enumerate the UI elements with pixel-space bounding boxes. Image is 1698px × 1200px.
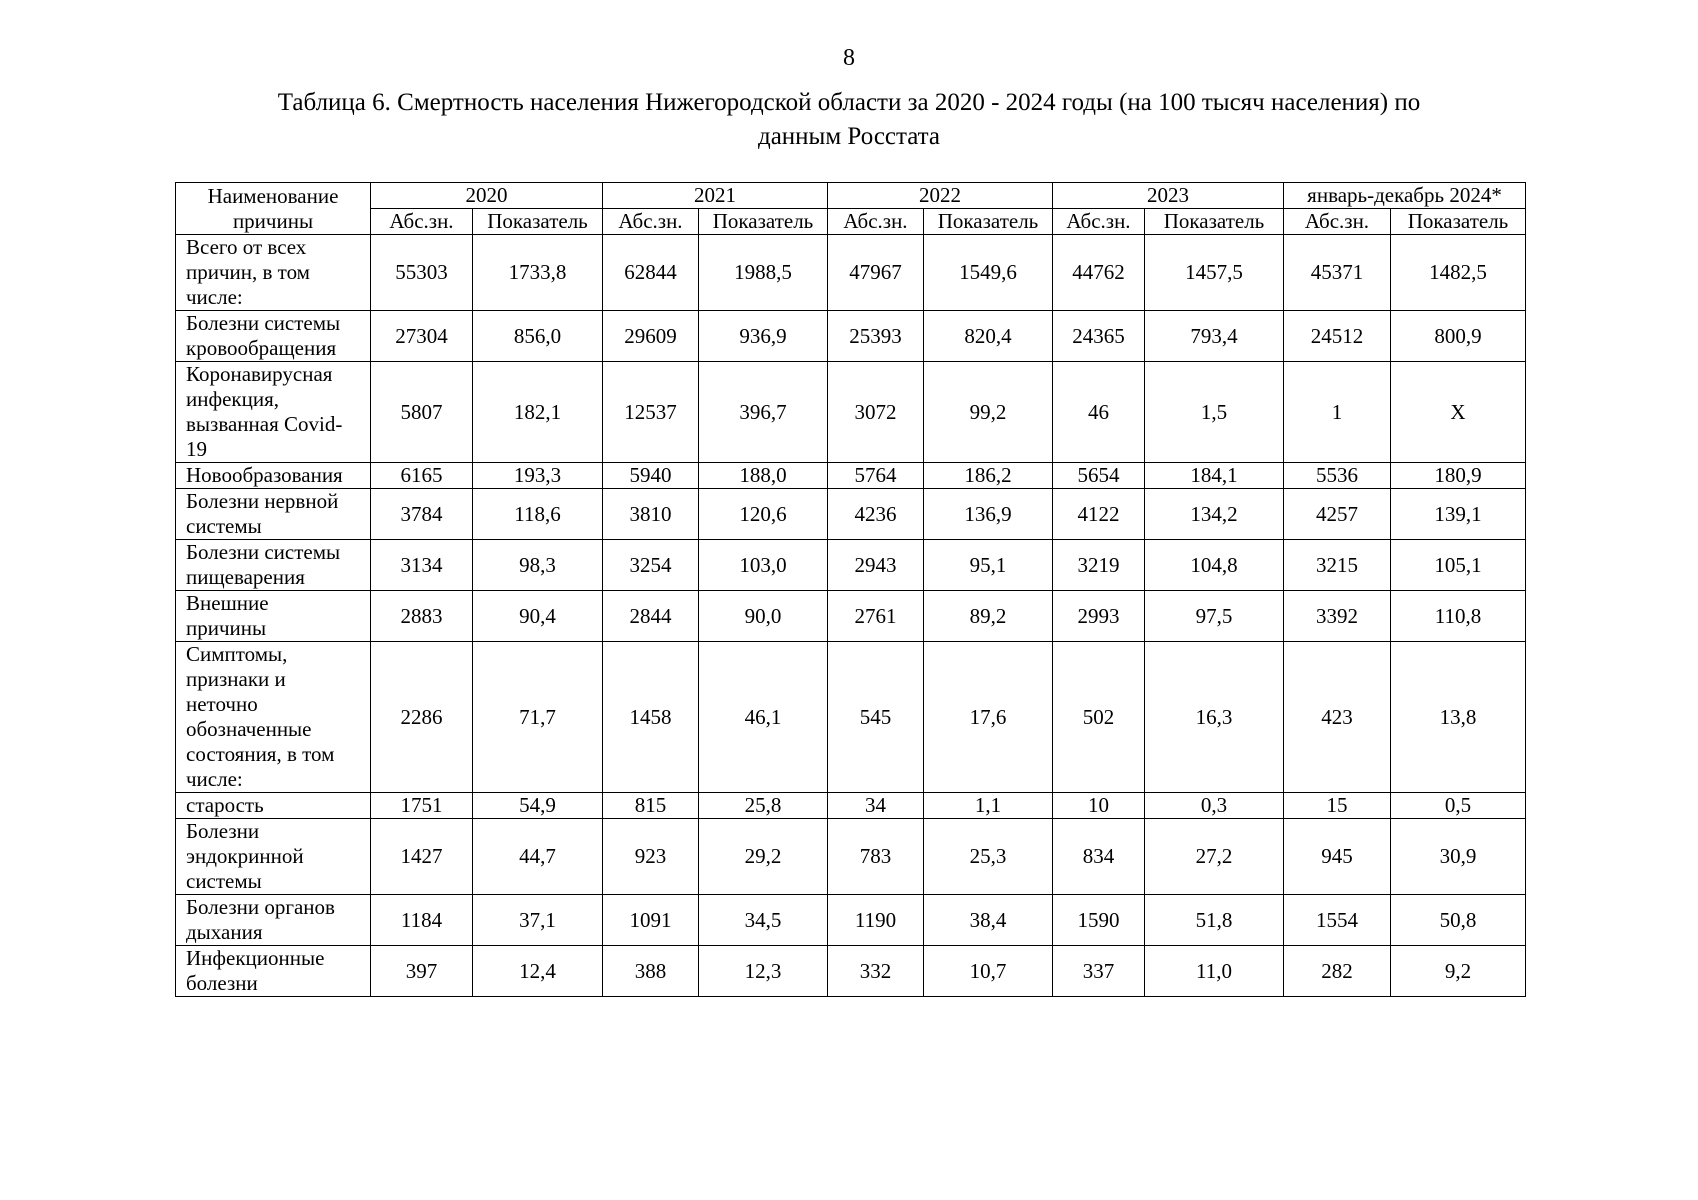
cause-name-line: неточно [186, 692, 258, 716]
header-abs-value: Абс.зн. [603, 209, 699, 235]
cause-name-line: пищеварения [186, 565, 305, 589]
mortality-table [175, 182, 1526, 997]
rate-cell: 186,2 [924, 463, 1053, 489]
rate-cell: 11,0 [1145, 946, 1284, 997]
cause-name-cell [176, 489, 371, 540]
cause-name-line: Болезни [186, 819, 260, 843]
abs-value-cell: 5654 [1053, 463, 1145, 489]
rate-cell: 180,9 [1391, 463, 1526, 489]
cause-name-line: дыхания [186, 920, 263, 944]
rate-cell: 44,7 [473, 819, 603, 895]
table-row [176, 946, 1526, 997]
abs-value-cell: 5807 [371, 362, 473, 463]
abs-value-cell: 6165 [371, 463, 473, 489]
cause-name-line: 19 [186, 437, 207, 461]
table-row [176, 540, 1526, 591]
table-row [176, 463, 1526, 489]
abs-value-cell: 3810 [603, 489, 699, 540]
abs-value-cell: 945 [1284, 819, 1391, 895]
cause-name-line: кровообращения [186, 336, 337, 360]
table-row [176, 311, 1526, 362]
abs-value-cell: 3254 [603, 540, 699, 591]
rate-cell: 856,0 [473, 311, 603, 362]
rate-cell: 13,8 [1391, 642, 1526, 793]
cause-name-line: Внешние [186, 591, 269, 615]
table-row [176, 489, 1526, 540]
abs-value-cell: 55303 [371, 235, 473, 311]
abs-value-cell: 2883 [371, 591, 473, 642]
rate-cell: 90,0 [699, 591, 828, 642]
cause-name-line: Коронавирусная [186, 362, 333, 386]
abs-value-cell: 3392 [1284, 591, 1391, 642]
header-period: 2020 [371, 183, 603, 209]
table-row [176, 362, 1526, 463]
header-abs-value: Абс.зн. [828, 209, 924, 235]
header-abs-value: Абс.зн. [371, 209, 473, 235]
rate-cell: 1,5 [1145, 362, 1284, 463]
rate-cell: 110,8 [1391, 591, 1526, 642]
cause-name-line: Симптомы, [186, 642, 288, 666]
rate-cell: 184,1 [1145, 463, 1284, 489]
rate-cell: 95,1 [924, 540, 1053, 591]
header-cause-name [176, 183, 371, 235]
abs-value-cell: 923 [603, 819, 699, 895]
header-abs-value: Абс.зн. [1284, 209, 1391, 235]
cause-name-line: числе: [186, 285, 243, 309]
abs-value-cell: 24365 [1053, 311, 1145, 362]
abs-value-cell: 1091 [603, 895, 699, 946]
cause-name-cell [176, 793, 371, 819]
abs-value-cell: 2286 [371, 642, 473, 793]
header-period: 2022 [828, 183, 1053, 209]
abs-value-cell: 3134 [371, 540, 473, 591]
page-number: 8 [843, 45, 855, 71]
abs-value-cell: 1554 [1284, 895, 1391, 946]
table-row [176, 642, 1526, 793]
abs-value-cell: 25393 [828, 311, 924, 362]
header-rate: Показатель [699, 209, 828, 235]
rate-cell: 103,0 [699, 540, 828, 591]
cause-name-line: Всего от всех [186, 235, 307, 259]
abs-value-cell: 388 [603, 946, 699, 997]
abs-value-cell: 3072 [828, 362, 924, 463]
abs-value-cell: 29609 [603, 311, 699, 362]
rate-cell: 0,3 [1145, 793, 1284, 819]
rate-cell: 98,3 [473, 540, 603, 591]
abs-value-cell: 332 [828, 946, 924, 997]
abs-value-cell: 12537 [603, 362, 699, 463]
rate-cell: 396,7 [699, 362, 828, 463]
table-title-line-2: данным Росстата [757, 123, 941, 150]
rate-cell: 16,3 [1145, 642, 1284, 793]
rate-cell: 17,6 [924, 642, 1053, 793]
cause-name-line: системы [186, 869, 262, 893]
rate-cell: 37,1 [473, 895, 603, 946]
table-title [150, 86, 1548, 154]
abs-value-cell: 502 [1053, 642, 1145, 793]
abs-value-cell: 1427 [371, 819, 473, 895]
cause-name-line: болезни [186, 971, 258, 995]
header-period: 2023 [1053, 183, 1284, 209]
rate-cell: 1549,6 [924, 235, 1053, 311]
rate-cell: 104,8 [1145, 540, 1284, 591]
rate-cell: 120,6 [699, 489, 828, 540]
abs-value-cell: 397 [371, 946, 473, 997]
abs-value-cell: 1190 [828, 895, 924, 946]
table-title-line-1: Таблица 6. Смертность населения Нижегородской области за 2020 - 2024 годы (на 100 тысяч населения) по [277, 89, 1421, 116]
rate-cell: 139,1 [1391, 489, 1526, 540]
cause-name-cell [176, 311, 371, 362]
rate-cell: 89,2 [924, 591, 1053, 642]
rate-cell: 50,8 [1391, 895, 1526, 946]
rate-cell: 51,8 [1145, 895, 1284, 946]
abs-value-cell: 1590 [1053, 895, 1145, 946]
rate-cell: 27,2 [1145, 819, 1284, 895]
rate-cell: 136,9 [924, 489, 1053, 540]
abs-value-cell: 5764 [828, 463, 924, 489]
rate-cell: 1,1 [924, 793, 1053, 819]
cause-name-cell [176, 540, 371, 591]
rate-cell: 54,9 [473, 793, 603, 819]
rate-cell: 793,4 [1145, 311, 1284, 362]
abs-value-cell: 1458 [603, 642, 699, 793]
header-rate: Показатель [924, 209, 1053, 235]
abs-value-cell: 15 [1284, 793, 1391, 819]
rate-cell: 800,9 [1391, 311, 1526, 362]
abs-value-cell: 2844 [603, 591, 699, 642]
abs-value-cell: 10 [1053, 793, 1145, 819]
header-period: 2021 [603, 183, 828, 209]
rate-cell: 193,3 [473, 463, 603, 489]
abs-value-cell: 34 [828, 793, 924, 819]
cause-name-cell [176, 235, 371, 311]
abs-value-cell: 5536 [1284, 463, 1391, 489]
abs-value-cell: 282 [1284, 946, 1391, 997]
header-row-measures [176, 209, 1526, 235]
abs-value-cell: 4122 [1053, 489, 1145, 540]
abs-value-cell: 45371 [1284, 235, 1391, 311]
rate-cell: 34,5 [699, 895, 828, 946]
header-row-periods [176, 183, 1526, 209]
rate-cell: 29,2 [699, 819, 828, 895]
cause-name-line: инфекция, [186, 387, 279, 411]
cause-name-line: причины [186, 616, 267, 640]
rate-cell: 1988,5 [699, 235, 828, 311]
rate-cell: 12,3 [699, 946, 828, 997]
cause-name-line: Болезни нервной [186, 489, 339, 513]
rate-cell: 30,9 [1391, 819, 1526, 895]
cause-name-line: признаки и [186, 667, 286, 691]
header-cause-name-line: причины [232, 208, 314, 233]
abs-value-cell: 1184 [371, 895, 473, 946]
rate-cell: 46,1 [699, 642, 828, 793]
abs-value-cell: 27304 [371, 311, 473, 362]
abs-value-cell: 1 [1284, 362, 1391, 463]
rate-cell: 90,4 [473, 591, 603, 642]
header-cause-name-line: Наименование [207, 183, 339, 208]
rate-cell: 0,5 [1391, 793, 1526, 819]
abs-value-cell: 2943 [828, 540, 924, 591]
abs-value-cell: 815 [603, 793, 699, 819]
rate-cell: 936,9 [699, 311, 828, 362]
cause-name-cell [176, 895, 371, 946]
cause-name-line: старость [186, 793, 264, 817]
abs-value-cell: 3215 [1284, 540, 1391, 591]
abs-value-cell: 2993 [1053, 591, 1145, 642]
abs-value-cell: 24512 [1284, 311, 1391, 362]
rate-cell: 25,8 [699, 793, 828, 819]
abs-value-cell: 47967 [828, 235, 924, 311]
abs-value-cell: 46 [1053, 362, 1145, 463]
cause-name-line: Болезни системы [186, 311, 341, 335]
abs-value-cell: 834 [1053, 819, 1145, 895]
table-body [176, 235, 1526, 997]
cause-name-line: эндокринной [186, 844, 304, 868]
cause-name-line: системы [186, 514, 262, 538]
table-row [176, 591, 1526, 642]
table-row [176, 793, 1526, 819]
abs-value-cell: 4257 [1284, 489, 1391, 540]
cause-name-cell [176, 463, 371, 489]
header-rate: Показатель [473, 209, 603, 235]
rate-cell: 134,2 [1145, 489, 1284, 540]
rate-cell: 97,5 [1145, 591, 1284, 642]
abs-value-cell: 4236 [828, 489, 924, 540]
cause-name-line: Болезни системы [186, 540, 341, 564]
header-rate: Показатель [1145, 209, 1284, 235]
cause-name-cell [176, 591, 371, 642]
rate-cell: 182,1 [473, 362, 603, 463]
abs-value-cell: 44762 [1053, 235, 1145, 311]
rate-cell: 12,4 [473, 946, 603, 997]
cause-name-cell [176, 642, 371, 793]
rate-cell: 188,0 [699, 463, 828, 489]
rate-cell: 1482,5 [1391, 235, 1526, 311]
rate-cell: 9,2 [1391, 946, 1526, 997]
header-abs-value: Абс.зн. [1053, 209, 1145, 235]
table-row [176, 235, 1526, 311]
abs-value-cell: 3219 [1053, 540, 1145, 591]
rate-cell: 1733,8 [473, 235, 603, 311]
cause-name-cell [176, 946, 371, 997]
abs-value-cell: 62844 [603, 235, 699, 311]
abs-value-cell: 783 [828, 819, 924, 895]
cause-name-line: причин, в том [186, 260, 310, 284]
rate-cell: 820,4 [924, 311, 1053, 362]
abs-value-cell: 5940 [603, 463, 699, 489]
cause-name-line: вызванная Covid- [186, 412, 343, 436]
rate-cell: 105,1 [1391, 540, 1526, 591]
cause-name-line: Новообразования [186, 463, 343, 487]
abs-value-cell: 1751 [371, 793, 473, 819]
rate-cell: 1457,5 [1145, 235, 1284, 311]
header-rate: Показатель [1391, 209, 1526, 235]
rate-cell: 118,6 [473, 489, 603, 540]
rate-cell: Х [1391, 362, 1526, 463]
rate-cell: 38,4 [924, 895, 1053, 946]
abs-value-cell: 2761 [828, 591, 924, 642]
cause-name-line: состояния, в том [186, 742, 335, 766]
rate-cell: 25,3 [924, 819, 1053, 895]
cause-name-cell [176, 362, 371, 463]
cause-name-line: Болезни органов [186, 895, 335, 919]
abs-value-cell: 423 [1284, 642, 1391, 793]
rate-cell: 71,7 [473, 642, 603, 793]
cause-name-cell [176, 819, 371, 895]
cause-name-line: числе: [186, 767, 243, 791]
rate-cell: 99,2 [924, 362, 1053, 463]
abs-value-cell: 545 [828, 642, 924, 793]
table-row [176, 819, 1526, 895]
abs-value-cell: 3784 [371, 489, 473, 540]
cause-name-line: обозначенные [186, 717, 312, 741]
abs-value-cell: 337 [1053, 946, 1145, 997]
header-period: январь-декабрь 2024* [1284, 183, 1526, 209]
rate-cell: 10,7 [924, 946, 1053, 997]
cause-name-line: Инфекционные [186, 946, 325, 970]
table-row [176, 895, 1526, 946]
